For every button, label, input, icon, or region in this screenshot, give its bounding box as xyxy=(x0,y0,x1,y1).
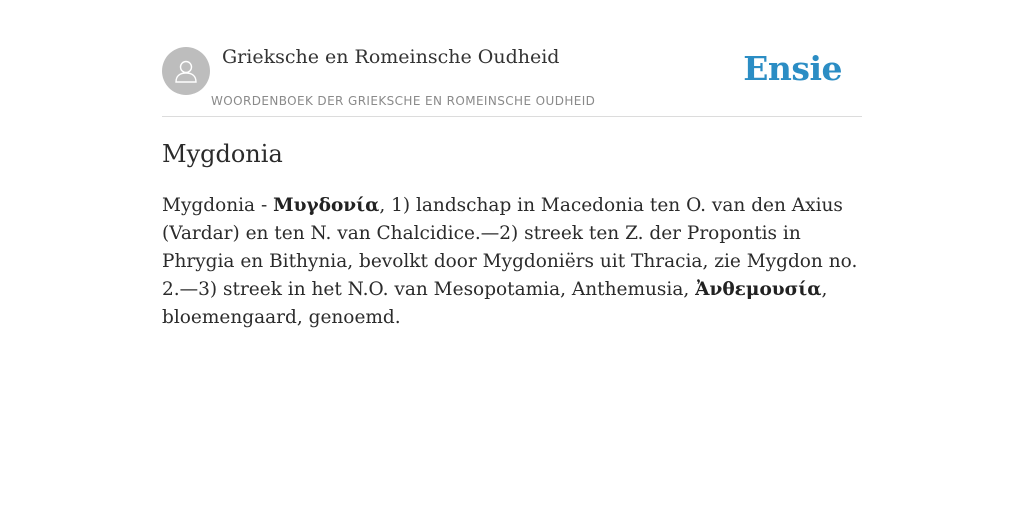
ensie-logo-link[interactable]: Ensie xyxy=(743,49,842,88)
source-subtitle: WOORDENBOEK DER GRIEKSCHE EN ROMEINSCHE OUDHEID xyxy=(211,94,596,108)
entry-body xyxy=(162,192,862,332)
entry-text-part-2: , 1) landschap in Macedonia ten O. van den Axius (Vardar) en ten N. van Chalcidice.—2) streek ten Z. der Propontis in Phrygia en Bithynia, bevolkt door Mygdoniërs uit Thracia, zie Mygdon no. 2.—3) streek in het N.O. van Mesopotamia, Anthemusia, xyxy=(162,195,858,300)
greek-term-1: Μυγδονία xyxy=(273,195,380,216)
source-avatar[interactable] xyxy=(162,47,210,95)
entry-text-part-1: Mygdonia - xyxy=(162,195,274,216)
user-icon xyxy=(172,57,200,85)
entry-text-part-3: , bloemengaard, genoemd. xyxy=(162,279,828,328)
entry-title: Mygdonia xyxy=(162,140,283,168)
source-title-link[interactable]: Grieksche en Romeinsche Oudheid xyxy=(222,46,560,68)
page-container xyxy=(162,0,862,328)
source-header xyxy=(162,0,862,117)
greek-term-2: Ἀνθεμουσία xyxy=(695,279,822,300)
